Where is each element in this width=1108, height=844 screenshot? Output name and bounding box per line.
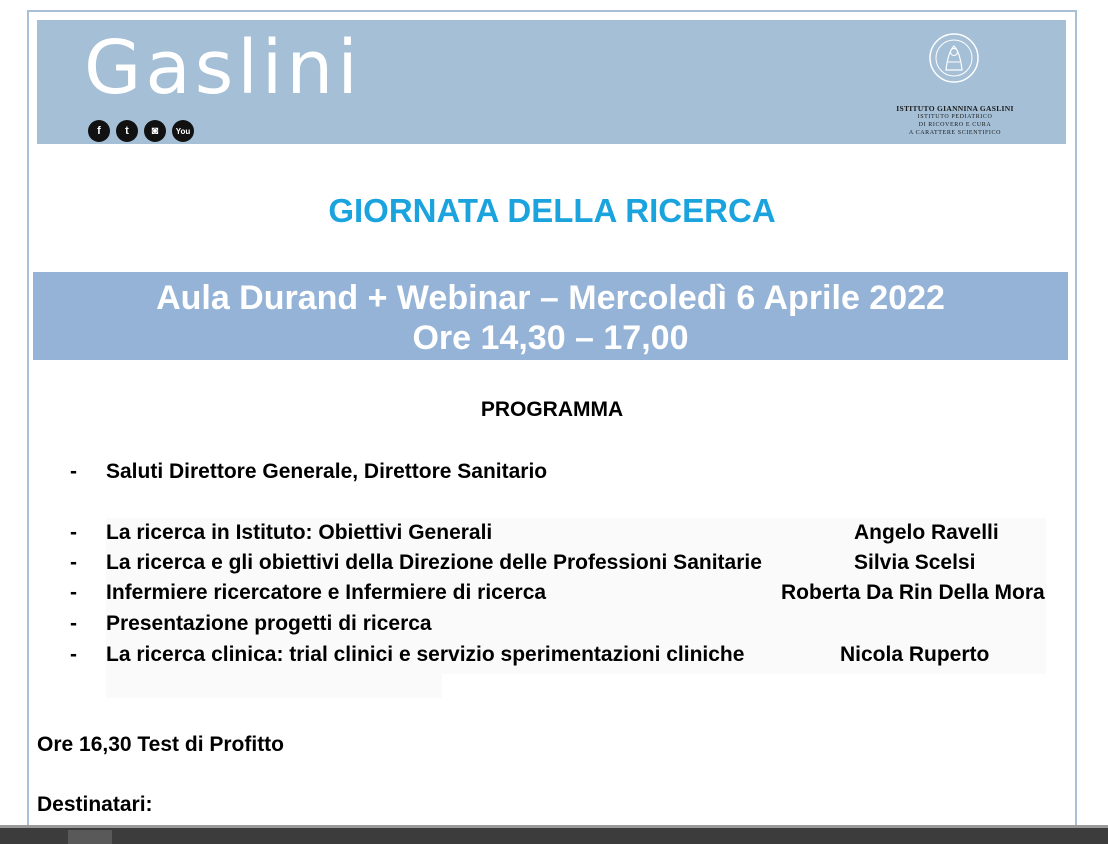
event-time: Ore 14,30 – 17,00 (412, 319, 689, 357)
brand-logo-text: Gaslini (84, 25, 362, 111)
institute-desc-1: ISTITUTO PEDIATRICO (917, 114, 993, 120)
event-info-band (33, 272, 1068, 360)
institute-name: ISTITUTO GIANNINA GASLINI (896, 104, 1014, 113)
recipients-label: Destinatari: (37, 793, 153, 816)
taskbar (0, 825, 1108, 844)
institute-desc-2: DI RICOVERO E CURA (918, 122, 992, 128)
taskbar-button[interactable] (68, 830, 112, 844)
test-time: Ore 16,30 Test di Profitto (37, 733, 285, 756)
text-highlight (106, 674, 442, 698)
bullet: - (70, 460, 77, 483)
institute-name-block (887, 104, 1023, 137)
institute-desc-3: A CARATTERE SCIENTIFICO (908, 130, 1002, 136)
taskbar-edge (0, 825, 1108, 828)
bullet: - (70, 581, 77, 604)
program-item-speaker: Roberta Da Rin Della Mora (781, 581, 1045, 604)
header-banner (37, 20, 1066, 144)
program-item-text: La ricerca in Istituto: Obiettivi Generali (106, 521, 493, 544)
facebook-icon[interactable]: f (88, 120, 110, 142)
event-location-date: Aula Durand + Webinar – Mercoledì 6 Aprile 2022 (156, 279, 945, 317)
event-title: GIORNATA DELLA RICERCA (328, 192, 776, 229)
social-links (88, 120, 194, 142)
program-heading: PROGRAMMA (480, 398, 624, 421)
bullet: - (70, 643, 77, 666)
instagram-icon[interactable]: ◙ (144, 120, 166, 142)
program-item-text: Infermiere ricercatore e Infermiere di ricerca (106, 581, 547, 604)
twitter-icon[interactable]: t (116, 120, 138, 142)
document-page (27, 10, 1077, 842)
youtube-icon[interactable]: You (172, 120, 194, 142)
program-item-speaker: Nicola Ruperto (840, 643, 990, 666)
institute-seal-icon (928, 32, 980, 84)
program-item-text: La ricerca clinica: trial clinici e servizio sperimentazioni cliniche (106, 643, 745, 666)
program-intro: Saluti Direttore Generale, Direttore Sanitario (106, 460, 548, 483)
program-item-text: Presentazione progetti di ricerca (106, 612, 432, 635)
bullet: - (70, 612, 77, 635)
program-item-text: La ricerca e gli obiettivi della Direzione delle Professioni Sanitarie (106, 551, 762, 574)
program-item-speaker: Angelo Ravelli (854, 521, 999, 544)
program-item-speaker: Silvia Scelsi (854, 551, 976, 574)
bullet: - (70, 521, 77, 544)
bullet: - (70, 551, 77, 574)
